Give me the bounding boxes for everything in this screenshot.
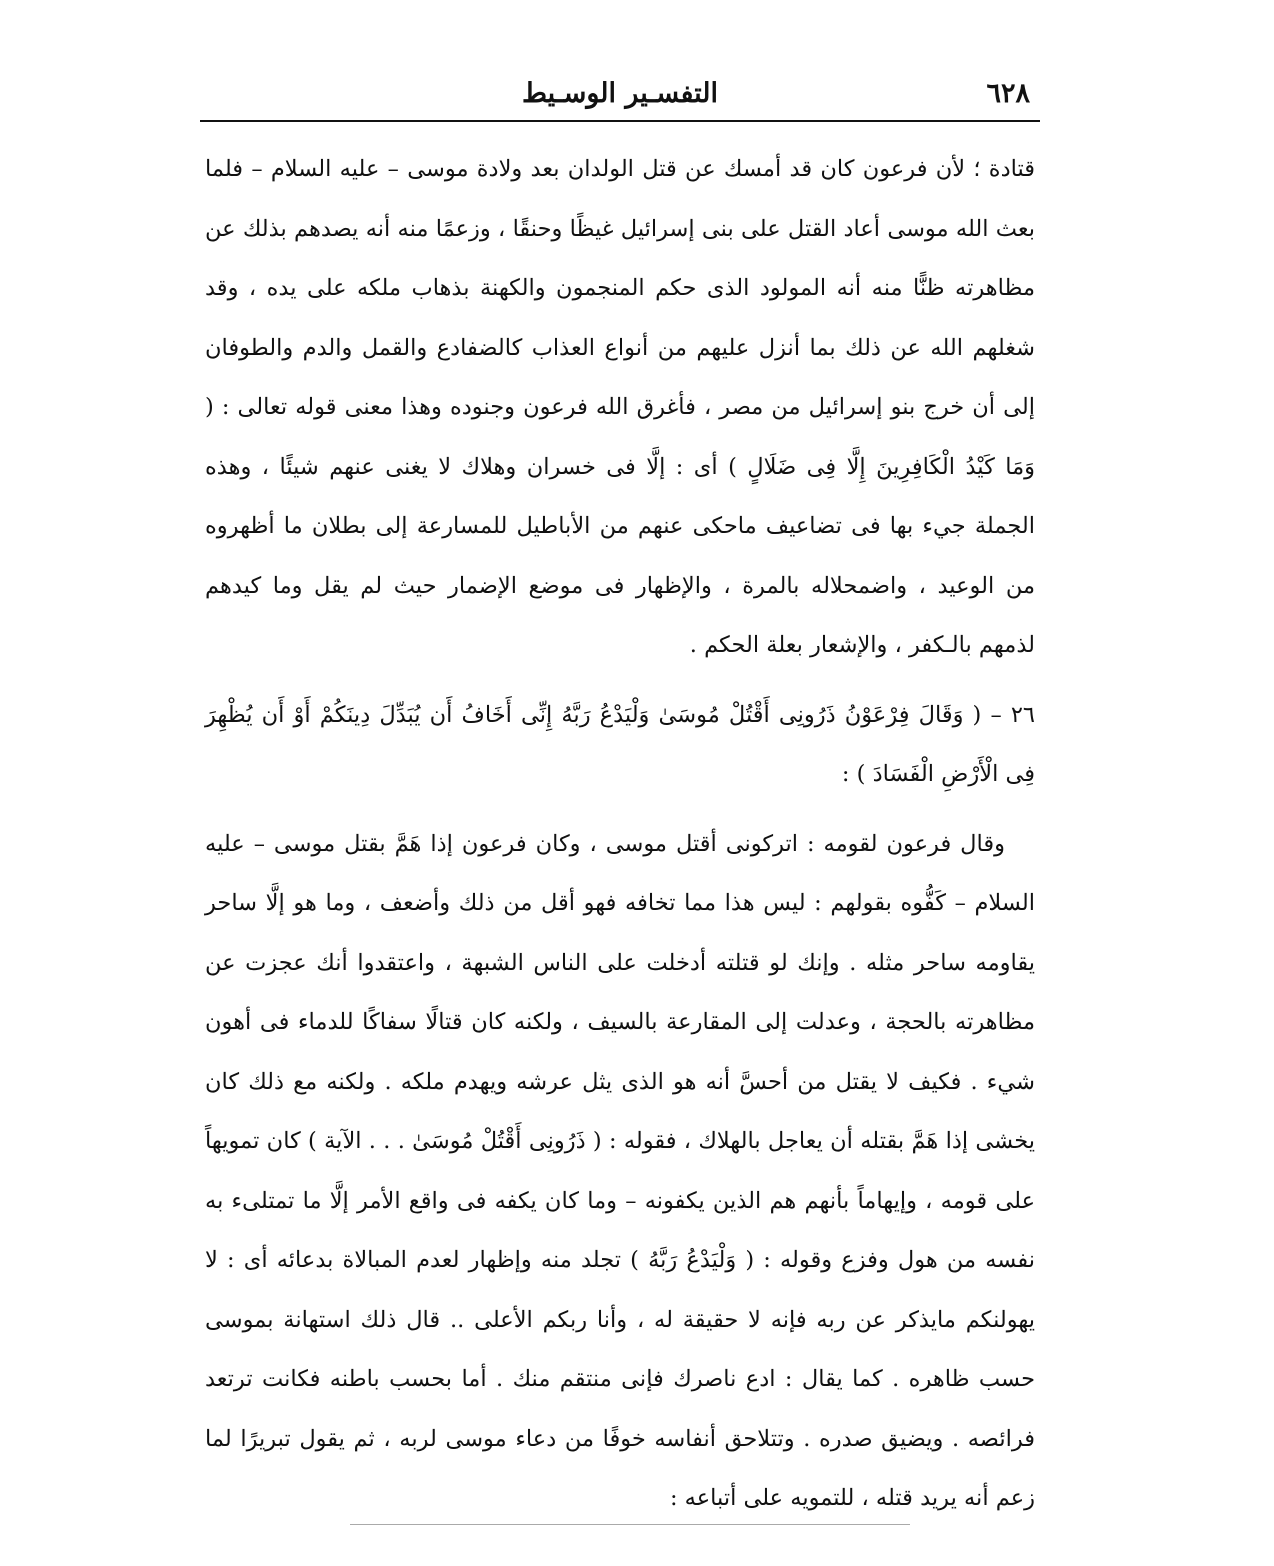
page-header: [200, 78, 1040, 118]
page-number: ٦٢٨: [986, 78, 1030, 109]
paragraph-verse-26: ٢٦ – ( وَقَالَ فِرْعَوْنُ ذَرُونِى أَقْتُلْ مُوسَىٰ وَلْيَدْعُ رَبَّهُ إِنِّى أَخَافُ أَن يُبَدِّلَ دِينَكُمْ أَوْ أَن يُظْهِرَ فِى الْأَرْضِ الْفَسَادَ ) :: [205, 701, 1035, 787]
header-rule: [200, 120, 1040, 122]
running-title: التفسـير الوسـيط: [522, 78, 718, 109]
paragraph-explanation: وقال فرعون لقومه : اتركونى أقتل موسى ، وكان فرعون إذا هَمَّ بقتل موسى – عليه السلام – كَفُّوه بقولهم : ليس هذا مما تخافه فهو أقل من ذلك وأضعف ، وما هو إلَّا ساحر يقاومه ساحر مثله . وإنك لو قتلته أدخلت على الناس الشبهة ، واعتقدوا أنك عجزت عن مظاهرته بالحجة ، وعدلت إلى المقارعة بالسيف ، ولكنه كان قتالًا سفاكًا للدماء فى أهون شيء . فكيف لا يقتل من أحسَّ أنه هو الذى يثل عرشه ويهدم ملكه . ولكنه مع ذلك كان يخشى إذا هَمَّ بقتله أن يعاجل بالهلاك ، فقوله : ( ذَرُونِى أَقْتُلْ مُوسَىٰ . . . الآية ) كان تمويهاً على قومه ، وإيهاماً بأنهم هم الذين يكفونه – وما كان يكفه فى واقع الأمر إلَّا ما تمتلىء به نفسه من هول وفزع وقوله : ( وَلْيَدْعُ رَبَّهُ ) تجلد منه وإظهار لعدم المبالاة بدعائه أى : لا يهولنكم مايذكر عن ربه فإنه لا حقيقة له ، وأنا ربكم الأعلى .. قال ذلك استهانة بموسى حسب ظاهره . كما يقال : ادع ناصرك فإنى منتقم منك . أما بحسب باطنه فكانت ترتعد فرائصه . ويضيق صدره . وتتلاحق أنفاسه خوفًا من دعاء موسى لربه ، ثم يقول تبريرًا لما زعم أنه يريد قتله ، للتمويه على أتباعه :: [205, 830, 1035, 1511]
body-text: [205, 140, 1035, 1529]
footer-rule: [350, 1524, 910, 1525]
paragraph-commentary: قتادة ؛ لأن فرعون كان قد أمسك عن قتل الولدان بعد ولادة موسى – عليه السلام – فلما بعث الله موسى أعاد القتل على بنى إسرائيل غيظًا وحنقًا ، وزعمًا منه أنه يصدهم بذلك عن مظاهرته ظنًّا منه أنه المولود الذى حكم المنجمون والكهنة بذهاب ملكه على يده ، وقد شغلهم الله عن ذلك بما أنزل عليهم من أنواع العذاب كالضفادع والقمل والدم والطوفان إلى أن خرج بنو إسرائيل من مصر ، فأغرق الله فرعون وجنوده وهذا معنى قوله تعالى : ( وَمَا كَيْدُ الْكَافِرِينَ إِلَّا فِى ضَلَالٍ ) أى : إلَّا فى خسران وهلاك لا يغنى عنهم شيئًا ، وهذه الجملة جيء بها فى تضاعيف ماحكى عنهم من الأباطيل للمسارعة إلى بطلان ما أظهروه من الوعيد ، واضمحلاله بالمرة ، والإظهار فى موضع الإضمار حيث لم يقل وما كيدهم لذمهم بالـكفر ، والإشعار بعلة الحكم .: [205, 156, 1035, 658]
